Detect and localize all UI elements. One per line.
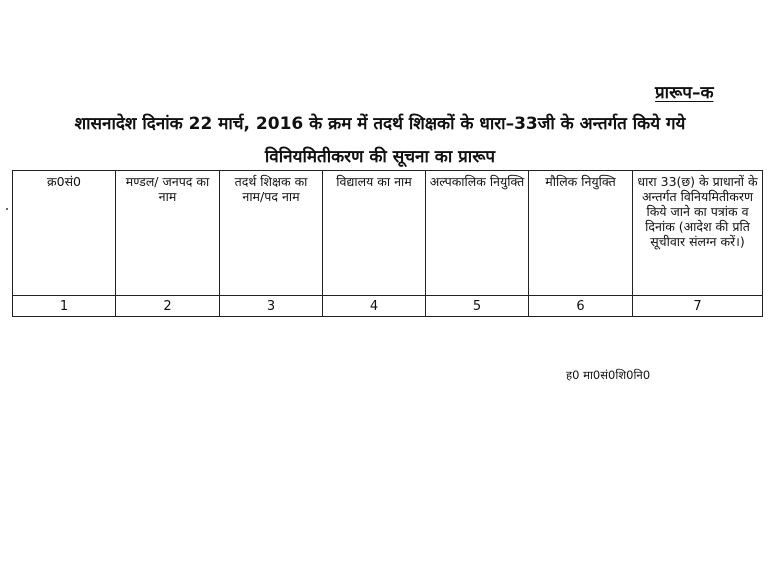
header-division-district: मण्डल/ जनपद का नाम	[116, 171, 220, 296]
column-number: 3	[220, 296, 323, 317]
table-number-row	[13, 296, 763, 317]
document-title-line-1: शासनादेश दिनांक 22 मार्च, 2016 के क्रम में तदर्थ शिक्षकों के धारा–33जी के अन्तर्गत किये गये	[74, 114, 686, 134]
document-title-line-2: विनियमितीकरण की सूचना का प्रारूप	[264, 147, 496, 167]
column-number: 2	[116, 296, 220, 317]
column-number: 5	[426, 296, 529, 317]
column-number: 4	[323, 296, 426, 317]
margin-dot	[6, 208, 8, 210]
header-substantive-appointment: मौलिक नियुक्ति	[529, 171, 633, 296]
signature: ह0 मा0सं0शि0नि0	[566, 368, 651, 382]
column-number: 1	[13, 296, 116, 317]
column-number: 6	[529, 296, 633, 317]
header-school-name: विद्यालय का नाम	[323, 171, 426, 296]
column-number: 7	[633, 296, 763, 317]
header-regularisation-letter: धारा 33(छ) के प्राधानों के अन्तर्गत विनियमितीकरण किये जाने का पत्रांक व दिनांक (आदेश की प्रति सूचीवार संलग्न करें।)	[633, 171, 763, 296]
header-teacher-name-post: तदर्थ शिक्षक का नाम/पद नाम	[220, 171, 323, 296]
header-short-term-appointment: अल्पकालिक नियुक्ति	[426, 171, 529, 296]
header-serial-no: क्र0सं0	[13, 171, 116, 296]
format-table	[12, 170, 763, 317]
table-header-row	[13, 171, 763, 296]
form-label: प्रारूप–क	[655, 83, 714, 103]
